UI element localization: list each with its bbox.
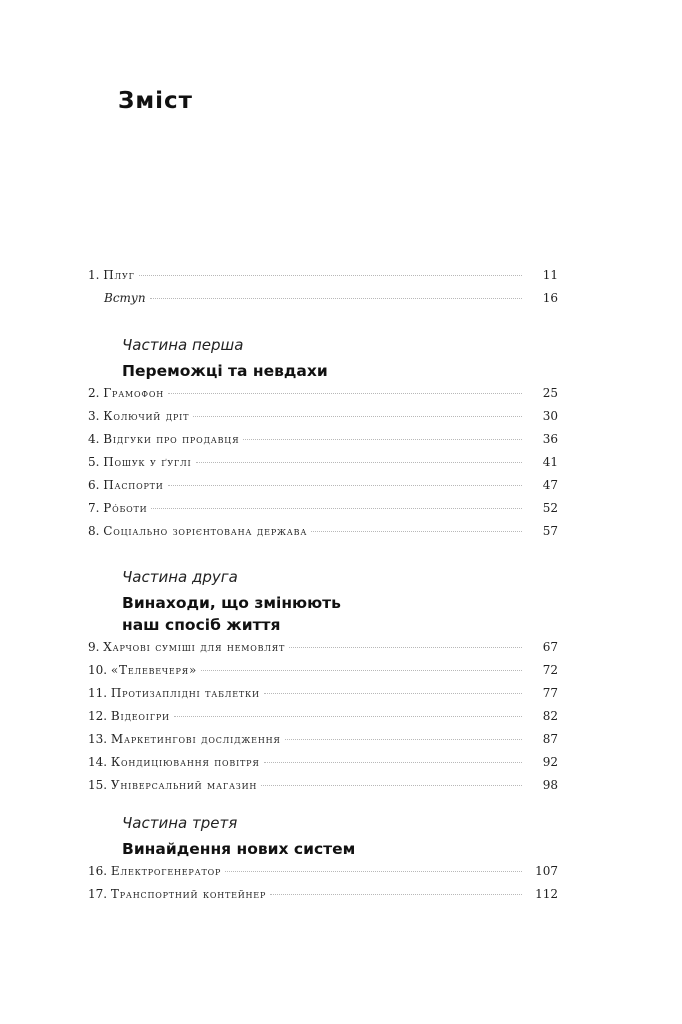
toc-entry[interactable] [88, 778, 558, 798]
entry-number: 4. [88, 432, 104, 446]
entry-page: 30 [542, 409, 558, 423]
dot-leader [261, 784, 522, 786]
entry-page: 92 [542, 755, 558, 769]
entry-title: Вступ [104, 291, 146, 305]
entry-page: 47 [542, 478, 558, 492]
entry-number: 10. [88, 663, 111, 677]
toc-entry[interactable] [88, 663, 558, 683]
entry-page: 41 [542, 455, 558, 469]
entry-number: 1. [88, 268, 104, 282]
entry-title: Транспортний контейнер [110, 887, 267, 901]
entry-title: Відгуки про продавця [103, 432, 240, 446]
part-title: Винаходи, що змінюють [122, 594, 341, 612]
entry-title: Маркетингові дослідження [110, 732, 281, 746]
entry-title: Харчові суміші для немовлят [103, 640, 286, 654]
entry-number: 12. [88, 709, 111, 723]
toc-entry[interactable] [88, 709, 558, 729]
part-title: Винайдення нових систем [122, 840, 356, 858]
entry-number: 7. [88, 501, 104, 515]
toc-entry[interactable] [88, 640, 558, 660]
entry-title: Грамофон [103, 386, 164, 400]
dot-leader [225, 870, 522, 872]
dot-leader [150, 297, 522, 299]
toc-entry[interactable] [88, 864, 558, 884]
part-title: Переможці та невдахи [122, 362, 328, 380]
dot-leader [139, 274, 522, 276]
entry-page: 87 [542, 732, 558, 746]
entry-page: 112 [535, 887, 558, 901]
dot-leader [311, 530, 522, 532]
entry-title: Колючий дріт [103, 409, 190, 423]
dot-leader [270, 893, 522, 895]
part-label: Частина друга [122, 568, 238, 586]
entry-number: 5. [88, 455, 104, 469]
entry-title: Плуг [103, 268, 135, 282]
entry-page: 67 [542, 640, 558, 654]
toc-entry[interactable] [88, 409, 558, 429]
entry-number: 15. [88, 778, 111, 792]
entry-page: 72 [542, 663, 558, 677]
entry-page: 36 [542, 432, 558, 446]
dot-leader [168, 484, 522, 486]
toc-entry[interactable] [88, 432, 558, 452]
toc-entry[interactable] [88, 524, 558, 544]
entry-title: Паспорти [103, 478, 164, 492]
entry-page: 107 [535, 864, 558, 878]
entry-title: Кондиціювання повітря [110, 755, 260, 769]
entry-number: 11. [88, 686, 111, 700]
part-label: Частина третя [122, 814, 238, 832]
dot-leader [196, 461, 523, 463]
toc-entry[interactable] [88, 732, 558, 752]
entry-title: Рóботи [103, 501, 148, 515]
entry-title: Пошук у ґуглі [103, 455, 192, 469]
entry-number: 14. [88, 755, 111, 769]
part-title: наш спосіб життя [122, 616, 281, 634]
entry-page: 82 [542, 709, 558, 723]
toc-entry[interactable] [88, 386, 558, 406]
toc-entry[interactable] [88, 478, 558, 498]
entry-number: 8. [88, 524, 104, 538]
dot-leader [201, 669, 522, 671]
dot-leader [151, 507, 522, 509]
entry-page: 98 [542, 778, 558, 792]
entry-page: 52 [542, 501, 558, 515]
toc-entry[interactable] [88, 455, 558, 475]
toc-entry[interactable] [88, 686, 558, 706]
entry-number: 17. [88, 887, 111, 901]
entry-title: Відеоігри [110, 709, 170, 723]
entry-number: 3. [88, 409, 104, 423]
entry-number: 13. [88, 732, 111, 746]
page-title: Зміст [118, 88, 193, 114]
dot-leader [285, 738, 522, 740]
entry-page: 16 [542, 291, 558, 305]
entry-title: «Телевечеря» [110, 663, 198, 677]
entry-title: Електрогенератор [110, 864, 222, 878]
entry-page: 11 [542, 268, 558, 282]
entry-number: 2. [88, 386, 104, 400]
dot-leader [168, 392, 522, 394]
toc-entry[interactable] [88, 268, 558, 288]
entry-title: Універсальний магазин [110, 778, 258, 792]
toc-entry[interactable] [88, 755, 558, 775]
dot-leader [264, 761, 522, 763]
dot-leader [243, 438, 522, 440]
entry-title: Протизаплідні таблетки [110, 686, 260, 700]
entry-number: 6. [88, 478, 104, 492]
entry-number: 16. [88, 864, 111, 878]
entry-page: 25 [542, 386, 558, 400]
toc-entry[interactable] [104, 291, 558, 311]
toc-entry[interactable] [88, 501, 558, 521]
part-label: Частина перша [122, 336, 244, 354]
dot-leader [193, 415, 522, 417]
dot-leader [289, 646, 522, 648]
toc-entry[interactable] [88, 887, 558, 907]
entry-page: 77 [542, 686, 558, 700]
entry-page: 57 [542, 524, 558, 538]
entry-title: Соціально зорієнтована держава [103, 524, 308, 538]
entry-number: 9. [88, 640, 104, 654]
dot-leader [264, 692, 522, 694]
dot-leader [174, 715, 522, 717]
